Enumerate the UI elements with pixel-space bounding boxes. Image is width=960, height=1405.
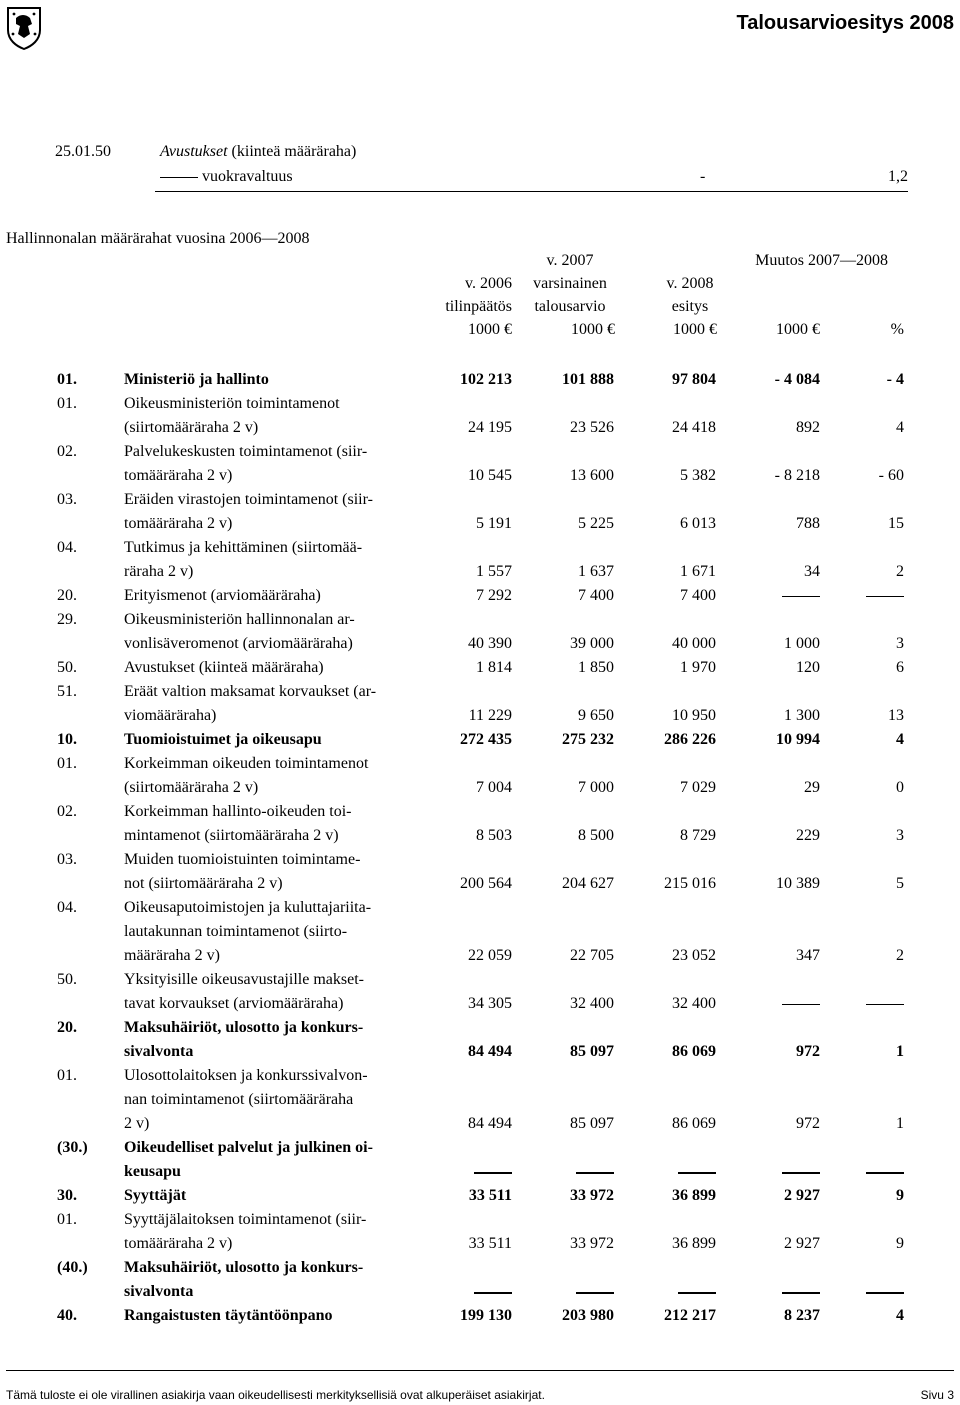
col-2007-line4: 1000 € [571,321,615,338]
row-value-v2007: 275 232 [562,731,614,748]
row-value-v2007: 33 972 [570,1187,614,1204]
col-2008-line3: 1000 € [673,321,717,338]
col-change-abs: 1000 € [776,321,820,338]
row-description-line: viomääräraha) [124,707,217,724]
row-value-v2008: 6 013 [680,515,716,532]
row-value-v2007: 22 705 [570,947,614,964]
row-value-v2007: 101 888 [562,371,614,388]
row-value-v2007: 7 400 [578,587,614,604]
row-value-pct: 4 [896,731,904,748]
row-value-pct: 13 [888,707,904,724]
row-value-pct [814,1282,904,1302]
row-value-pct: 4 [896,1307,904,1324]
row-value-chg: 972 [796,1115,820,1132]
empty-value-dash [576,1292,614,1294]
row-value-v2006: 199 130 [460,1307,512,1324]
row-value-chg: 972 [796,1043,820,1060]
item-sub-v2008: 1,2 [888,168,908,185]
row-value-chg: 8 237 [784,1307,820,1324]
row-value-v2006: 1 557 [476,563,512,580]
row-value-v2008: 23 052 [672,947,716,964]
row-value-chg: 1 300 [784,707,820,724]
row-description-line: määräraha 2 v) [124,947,220,964]
footer-note: Tämä tuloste ei ole virallinen asiakirja vaan oikeudellisesti merkityksellisiä ovat alkuperäiset asiakirjat. [6,1388,545,1402]
row-value-chg: - 8 218 [774,467,820,484]
row-value-v2007 [524,1282,614,1302]
row-description-line: Eräät valtion maksamat korvaukset (ar- [124,683,377,700]
row-value-v2006: 7 004 [476,779,512,796]
row-value-v2007: 32 400 [570,995,614,1012]
item-sub-v2007: - [700,168,706,185]
row-value-v2008: 86 069 [672,1043,716,1060]
col-change-pct: % [890,321,904,338]
row-number: 01. [57,371,77,388]
row-value-chg: 10 994 [776,731,820,748]
row-description-line: lautakunnan toimintamenot (siirto- [124,923,348,940]
row-description-line: Ministeriö ja hallinto [124,371,269,388]
row-value-chg: 29 [804,779,820,796]
row-value-v2006: 200 564 [460,875,512,892]
row-description-line: sivalvonta [124,1043,194,1060]
row-value-chg: - 4 084 [774,371,820,388]
empty-value-dash [866,1292,904,1294]
row-value-v2006: 84 494 [468,1115,512,1132]
empty-value-dash [866,1172,904,1174]
row-value-v2007: 33 972 [570,1235,614,1252]
empty-value-dash [678,1292,716,1294]
row-value-pct: 4 [896,419,904,436]
footer [6,1388,954,1402]
row-value-pct: 1 [896,1043,904,1060]
row-description-line: nan toimintamenot (siirtomääräraha [124,1091,354,1108]
row-value-v2008 [626,1162,716,1182]
item-rule [155,191,908,192]
row-value-chg: 229 [796,827,820,844]
row-value-pct: 5 [896,875,904,892]
row-value-chg [730,586,820,606]
row-value-v2006: 1 814 [476,659,512,676]
row-number: 29. [57,611,77,628]
row-description-line: (siirtomääräraha 2 v) [124,419,259,436]
row-description-line: Tuomioistuimet ja oikeusapu [124,731,322,748]
row-value-v2008: 86 069 [672,1115,716,1132]
row-value-pct: 3 [896,635,904,652]
row-value-pct: 2 [896,563,904,580]
row-value-chg: 34 [804,563,820,580]
row-value-v2006: 33 511 [468,1187,512,1204]
row-value-v2006: 272 435 [460,731,512,748]
row-value-v2008: 24 418 [672,419,716,436]
row-value-v2006 [422,1282,512,1302]
row-value-pct [814,586,904,606]
row-description-line: Tutkimus ja kehittäminen (siirtomää- [124,539,363,556]
row-number: (30.) [57,1139,88,1156]
row-value-v2008 [626,1282,716,1302]
empty-value-dash [474,1172,512,1174]
item-name: Avustukset (kiinteä määräraha) [160,143,357,160]
row-description-line: not (siirtomääräraha 2 v) [124,875,283,892]
row-value-v2007: 8 500 [578,827,614,844]
row-value-v2008: 36 899 [672,1235,716,1252]
item-code: 25.01.50 [55,143,111,160]
footer-rule [6,1370,954,1371]
row-value-v2007: 85 097 [570,1043,614,1060]
row-description-line: Palvelukeskusten toimintamenot (siir- [124,443,368,460]
row-value-v2008: 36 899 [672,1187,716,1204]
row-value-pct: 3 [896,827,904,844]
row-value-v2008: 1 970 [680,659,716,676]
row-value-pct: 2 [896,947,904,964]
row-value-pct: 6 [896,659,904,676]
row-value-chg: 10 389 [776,875,820,892]
col-2007-line1: v. 2007 [546,252,594,269]
row-value-v2007 [524,1162,614,1182]
row-value-pct: - 60 [878,467,904,484]
row-number: 51. [57,683,77,700]
row-value-pct: 9 [896,1187,904,1204]
row-description-line: vonlisäveromenot (arviomääräraha) [124,635,353,652]
row-value-chg: 788 [796,515,820,532]
table-title: Hallinnonalan määrärahat vuosina 2006—2008 [6,230,310,247]
row-description-line: Syyttäjät [124,1187,187,1204]
row-value-v2006: 11 229 [468,707,512,724]
row-description-line: Korkeimman oikeuden toimintamenot [124,755,369,772]
row-description-line: Yksityisille oikeusavustajille makset- [124,971,364,988]
row-number: 01. [57,1067,77,1084]
row-value-v2007: 1 637 [578,563,614,580]
row-value-v2007: 7 000 [578,779,614,796]
row-number: 04. [57,899,77,916]
col-change-title: Muutos 2007—2008 [755,252,888,269]
row-description-line: Oikeusministeriön hallinnonalan ar- [124,611,355,628]
row-value-chg: 2 927 [784,1235,820,1252]
row-description-line: tomääräraha 2 v) [124,515,233,532]
row-number: 30. [57,1187,77,1204]
row-value-chg: 892 [796,419,820,436]
row-value-v2006: 8 503 [476,827,512,844]
row-value-v2008: 212 217 [664,1307,716,1324]
row-value-chg: 347 [796,947,820,964]
row-description-line: tomääräraha 2 v) [124,467,233,484]
row-number: 02. [57,803,77,820]
row-number: 20. [57,1019,77,1036]
row-number: 50. [57,659,77,676]
row-value-v2008: 7 029 [680,779,716,796]
row-value-v2006: 10 545 [468,467,512,484]
row-description-line: Erityismenot (arviomääräraha) [124,587,321,604]
row-description-line: Korkeimman hallinto-oikeuden toi- [124,803,352,820]
page-number: Sivu 3 [920,1388,954,1402]
row-value-v2008: 286 226 [664,731,716,748]
row-description-line: Eräiden virastojen toimintamenot (siir- [124,491,373,508]
row-value-v2007: 203 980 [562,1307,614,1324]
row-value-pct: 1 [896,1115,904,1132]
finnish-coat-of-arms-logo [4,4,44,50]
row-value-v2007: 23 526 [570,419,614,436]
row-value-v2007: 204 627 [562,875,614,892]
row-value-v2007: 1 850 [578,659,614,676]
row-value-pct: 9 [896,1235,904,1252]
row-value-v2008: 1 671 [680,563,716,580]
row-value-v2008: 97 804 [672,371,716,388]
row-value-v2008: 10 950 [672,707,716,724]
row-value-v2006: 40 390 [468,635,512,652]
row-value-v2006: 84 494 [468,1043,512,1060]
document-title: Talousarvioesitys 2008 [736,12,954,34]
row-value-v2006: 22 059 [468,947,512,964]
row-number: 01. [57,755,77,772]
col-2006-line2: tilinpäätös [445,298,512,315]
row-value-v2006: 33 511 [468,1235,512,1252]
row-number: 04. [57,539,77,556]
row-number: 03. [57,851,77,868]
row-value-chg [730,994,820,1014]
row-number: 02. [57,443,77,460]
row-description-line: Syyttäjälaitoksen toimintamenot (siir- [124,1211,367,1228]
row-value-v2008: 215 016 [664,875,716,892]
row-number: 50. [57,971,77,988]
row-value-v2006: 102 213 [460,371,512,388]
row-number: 01. [57,1211,77,1228]
row-description-line: Muiden tuomioistuinten toimintame- [124,851,361,868]
row-description-line: Ulosottolaitoksen ja konkurssivalvon- [124,1067,368,1084]
row-value-v2008: 8 729 [680,827,716,844]
row-description-line: sivalvonta [124,1283,194,1300]
row-value-v2008: 40 000 [672,635,716,652]
empty-value-dash [474,1292,512,1294]
row-value-v2008: 5 382 [680,467,716,484]
row-description-line: räraha 2 v) [124,563,194,580]
row-value-v2006: 24 195 [468,419,512,436]
row-value-v2007: 13 600 [570,467,614,484]
row-description-line: Rangaistusten täytäntöönpano [124,1307,333,1324]
row-value-v2007: 39 000 [570,635,614,652]
row-value-pct: 0 [896,779,904,796]
row-value-pct [814,994,904,1014]
row-value-chg: 120 [796,659,820,676]
row-number: 20. [57,587,77,604]
col-2008-line2: esitys [671,298,709,315]
row-number: 03. [57,491,77,508]
row-description-line: (siirtomääräraha 2 v) [124,779,259,796]
empty-value-dash [866,596,904,597]
row-description-line: 2 v) [124,1115,150,1132]
row-description-line: tavat korvaukset (arviomääräraha) [124,995,344,1012]
empty-value-dash [866,1004,904,1005]
row-value-pct: 15 [888,515,904,532]
row-value-v2007: 5 225 [578,515,614,532]
row-number: 10. [57,731,77,748]
row-description-line: Oikeusministeriön toimintamenot [124,395,340,412]
col-2007-line3: talousarvio [534,298,606,315]
row-description-line: Oikeudelliset palvelut ja julkinen oi- [124,1139,373,1156]
row-description-line: keusapu [124,1163,181,1180]
row-number: 40. [57,1307,77,1324]
row-value-v2006: 34 305 [468,995,512,1012]
row-description-line: Avustukset (kiinteä määräraha) [124,659,324,676]
row-value-v2006 [422,1162,512,1182]
row-description-line: Maksuhäiriöt, ulosotto ja konkurs- [124,1259,364,1276]
row-value-v2006: 7 292 [476,587,512,604]
col-2006-line3: 1000 € [468,321,512,338]
row-number: (40.) [57,1259,88,1276]
row-value-pct: - 4 [886,371,904,388]
row-value-v2006: 5 191 [476,515,512,532]
empty-value-dash [576,1172,614,1174]
row-description-line: Oikeusaputoimistojen ja kuluttajariita- [124,899,372,916]
row-value-chg [730,1282,820,1302]
row-value-v2007: 9 650 [578,707,614,724]
row-value-v2008: 7 400 [680,587,716,604]
col-2007-line2: varsinainen [533,275,607,292]
row-value-chg: 1 000 [784,635,820,652]
col-2008-line1: v. 2008 [666,275,714,292]
row-value-chg: 2 927 [784,1187,820,1204]
row-description-line: mintamenot (siirtomääräraha 2 v) [124,827,339,844]
row-number: 01. [57,395,77,412]
row-value-v2008: 32 400 [672,995,716,1012]
row-value-chg [730,1162,820,1182]
row-value-v2007: 85 097 [570,1115,614,1132]
row-value-pct [814,1162,904,1182]
row-description-line: tomääräraha 2 v) [124,1235,233,1252]
item-sub-label: vuokravaltuus [160,167,293,187]
row-description-line: Maksuhäiriöt, ulosotto ja konkurs- [124,1019,364,1036]
col-2006-line1: v. 2006 [465,275,512,292]
empty-value-dash [678,1172,716,1174]
